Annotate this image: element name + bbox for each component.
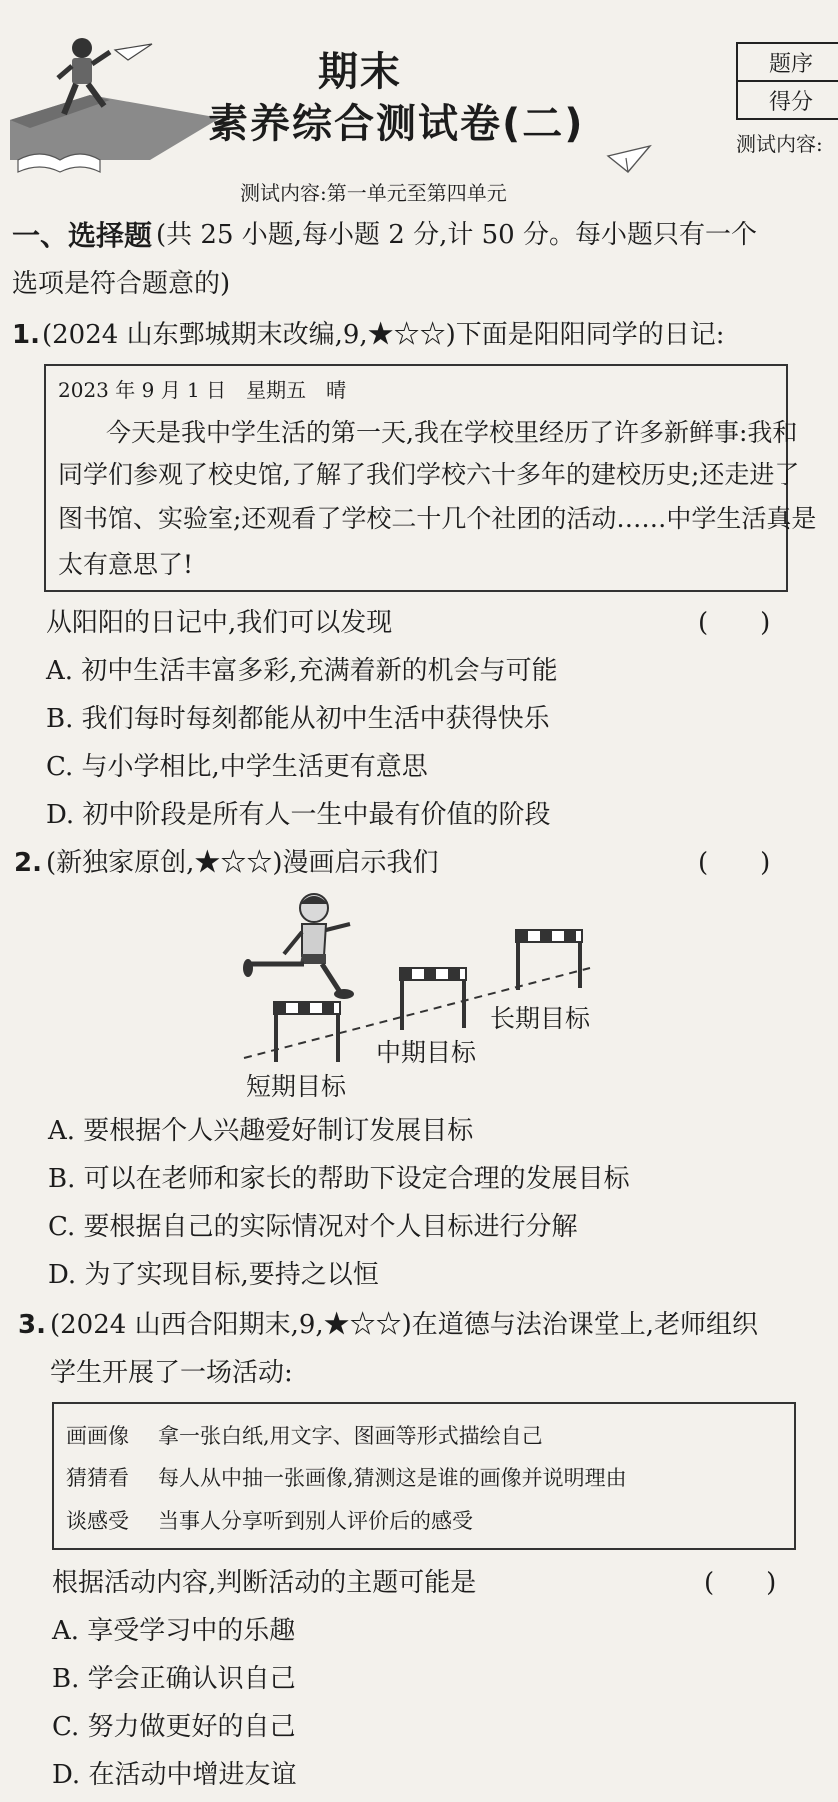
label-long-goal: 长期目标: [490, 1004, 591, 1033]
q3-activity-1-desc: 拿一张白纸,用文字、图画等形式描绘自己: [158, 1424, 543, 1448]
q2-answer-paren: ( ): [698, 848, 771, 878]
q3-question: 根据活动内容,判断活动的主题可能是: [52, 1568, 477, 1598]
q3-option-c: C. 努力做更好的自己: [52, 1712, 296, 1742]
paper-plane-icon: [606, 142, 652, 176]
q3-stem-line1: (2024 山西合阳期末,9,★☆☆)在道德与法治课堂上,老师组织: [50, 1310, 759, 1340]
label-mid-goal: 中期目标: [376, 1038, 477, 1067]
q3-number: 3.: [18, 1310, 46, 1340]
q2-stem: (新独家原创,★☆☆)漫画启示我们: [46, 848, 439, 878]
section-desc-line2: 选项是符合题意的): [12, 269, 231, 299]
page-title-line1: 期末: [318, 49, 402, 95]
test-content: 测试内容:第一单元至第四单元: [240, 181, 507, 205]
q1-option-b: B. 我们每时每刻都能从初中生活中获得快乐: [46, 704, 550, 734]
label-short-goal: 短期目标: [246, 1072, 347, 1101]
hurdle-long: [516, 930, 582, 990]
q1-question: 从阳阳的日记中,我们可以发现: [46, 608, 393, 638]
q1-answer-paren: ( ): [698, 608, 771, 638]
q2-number: 2.: [14, 848, 42, 878]
q3-answer-paren: ( ): [704, 1568, 777, 1598]
q3-option-b: B. 学会正确认识自己: [52, 1664, 296, 1694]
runner-icon: [243, 894, 354, 999]
q1-option-a: A. 初中生活丰富多彩,充满着新的机会与可能: [46, 656, 558, 686]
q3-activity-3-name: 谈感受: [66, 1509, 129, 1533]
score-table-row1: 题序: [737, 43, 838, 81]
q1-option-d: D. 初中阶段是所有人一生中最有价值的阶段: [46, 800, 551, 830]
q1-stem: (2024 山东鄄城期末改编,9,★☆☆)下面是阳阳同学的日记:: [42, 320, 725, 350]
test-content-clip: 测试内容:: [736, 132, 823, 156]
page-title-line2: 素养综合测试卷(二): [208, 101, 585, 147]
q1-number: 1.: [12, 320, 40, 350]
hurdle-mid: [400, 968, 466, 1030]
q3-option-d: D. 在活动中增进友谊: [52, 1760, 297, 1790]
q3-activity-1-name: 画画像: [66, 1424, 129, 1448]
score-table-row2: 得分: [737, 81, 838, 119]
q2-option-a: A. 要根据个人兴趣爱好制订发展目标: [48, 1116, 474, 1146]
q1-option-c: C. 与小学相比,中学生活更有意思: [46, 752, 428, 782]
score-table: [736, 42, 838, 120]
section-title: 一、选择题: [12, 219, 153, 252]
q3-stem-line2: 学生开展了一场活动:: [50, 1358, 293, 1388]
q1-diary-line1: 今天是我中学生活的第一天,我在学校里经历了许多新鲜事:我和: [106, 418, 798, 447]
q3-option-a: A. 享受学习中的乐趣: [52, 1616, 296, 1646]
q3-activity-2-name: 猜猜看: [66, 1466, 129, 1490]
q2-option-b: B. 可以在老师和家长的帮助下设定合理的发展目标: [48, 1164, 630, 1194]
q1-diary-line2: 同学们参观了校史馆,了解了我们学校六十多年的建校历史;还走进了: [58, 460, 800, 489]
q2-option-c: C. 要根据自己的实际情况对个人目标进行分解: [48, 1212, 578, 1242]
q3-activity-3-desc: 当事人分享听到别人评价后的感受: [158, 1509, 473, 1533]
q1-diary-line3: 图书馆、实验室;还观看了学校二十几个社团的活动……中学生活真是: [58, 504, 817, 533]
section-desc-line1: (共 25 小题,每小题 2 分,计 50 分。每小题只有一个: [156, 220, 757, 250]
q3-activity-2-desc: 每人从中抽一张画像,猜测这是谁的画像并说明理由: [158, 1466, 627, 1490]
q1-diary-line4: 太有意思了!: [58, 550, 194, 579]
q1-diary-date: 2023 年 9 月 1 日 星期五 晴: [58, 378, 347, 402]
q2-option-d: D. 为了实现目标,要持之以恒: [48, 1260, 379, 1290]
hurdle-short: [274, 1002, 340, 1062]
